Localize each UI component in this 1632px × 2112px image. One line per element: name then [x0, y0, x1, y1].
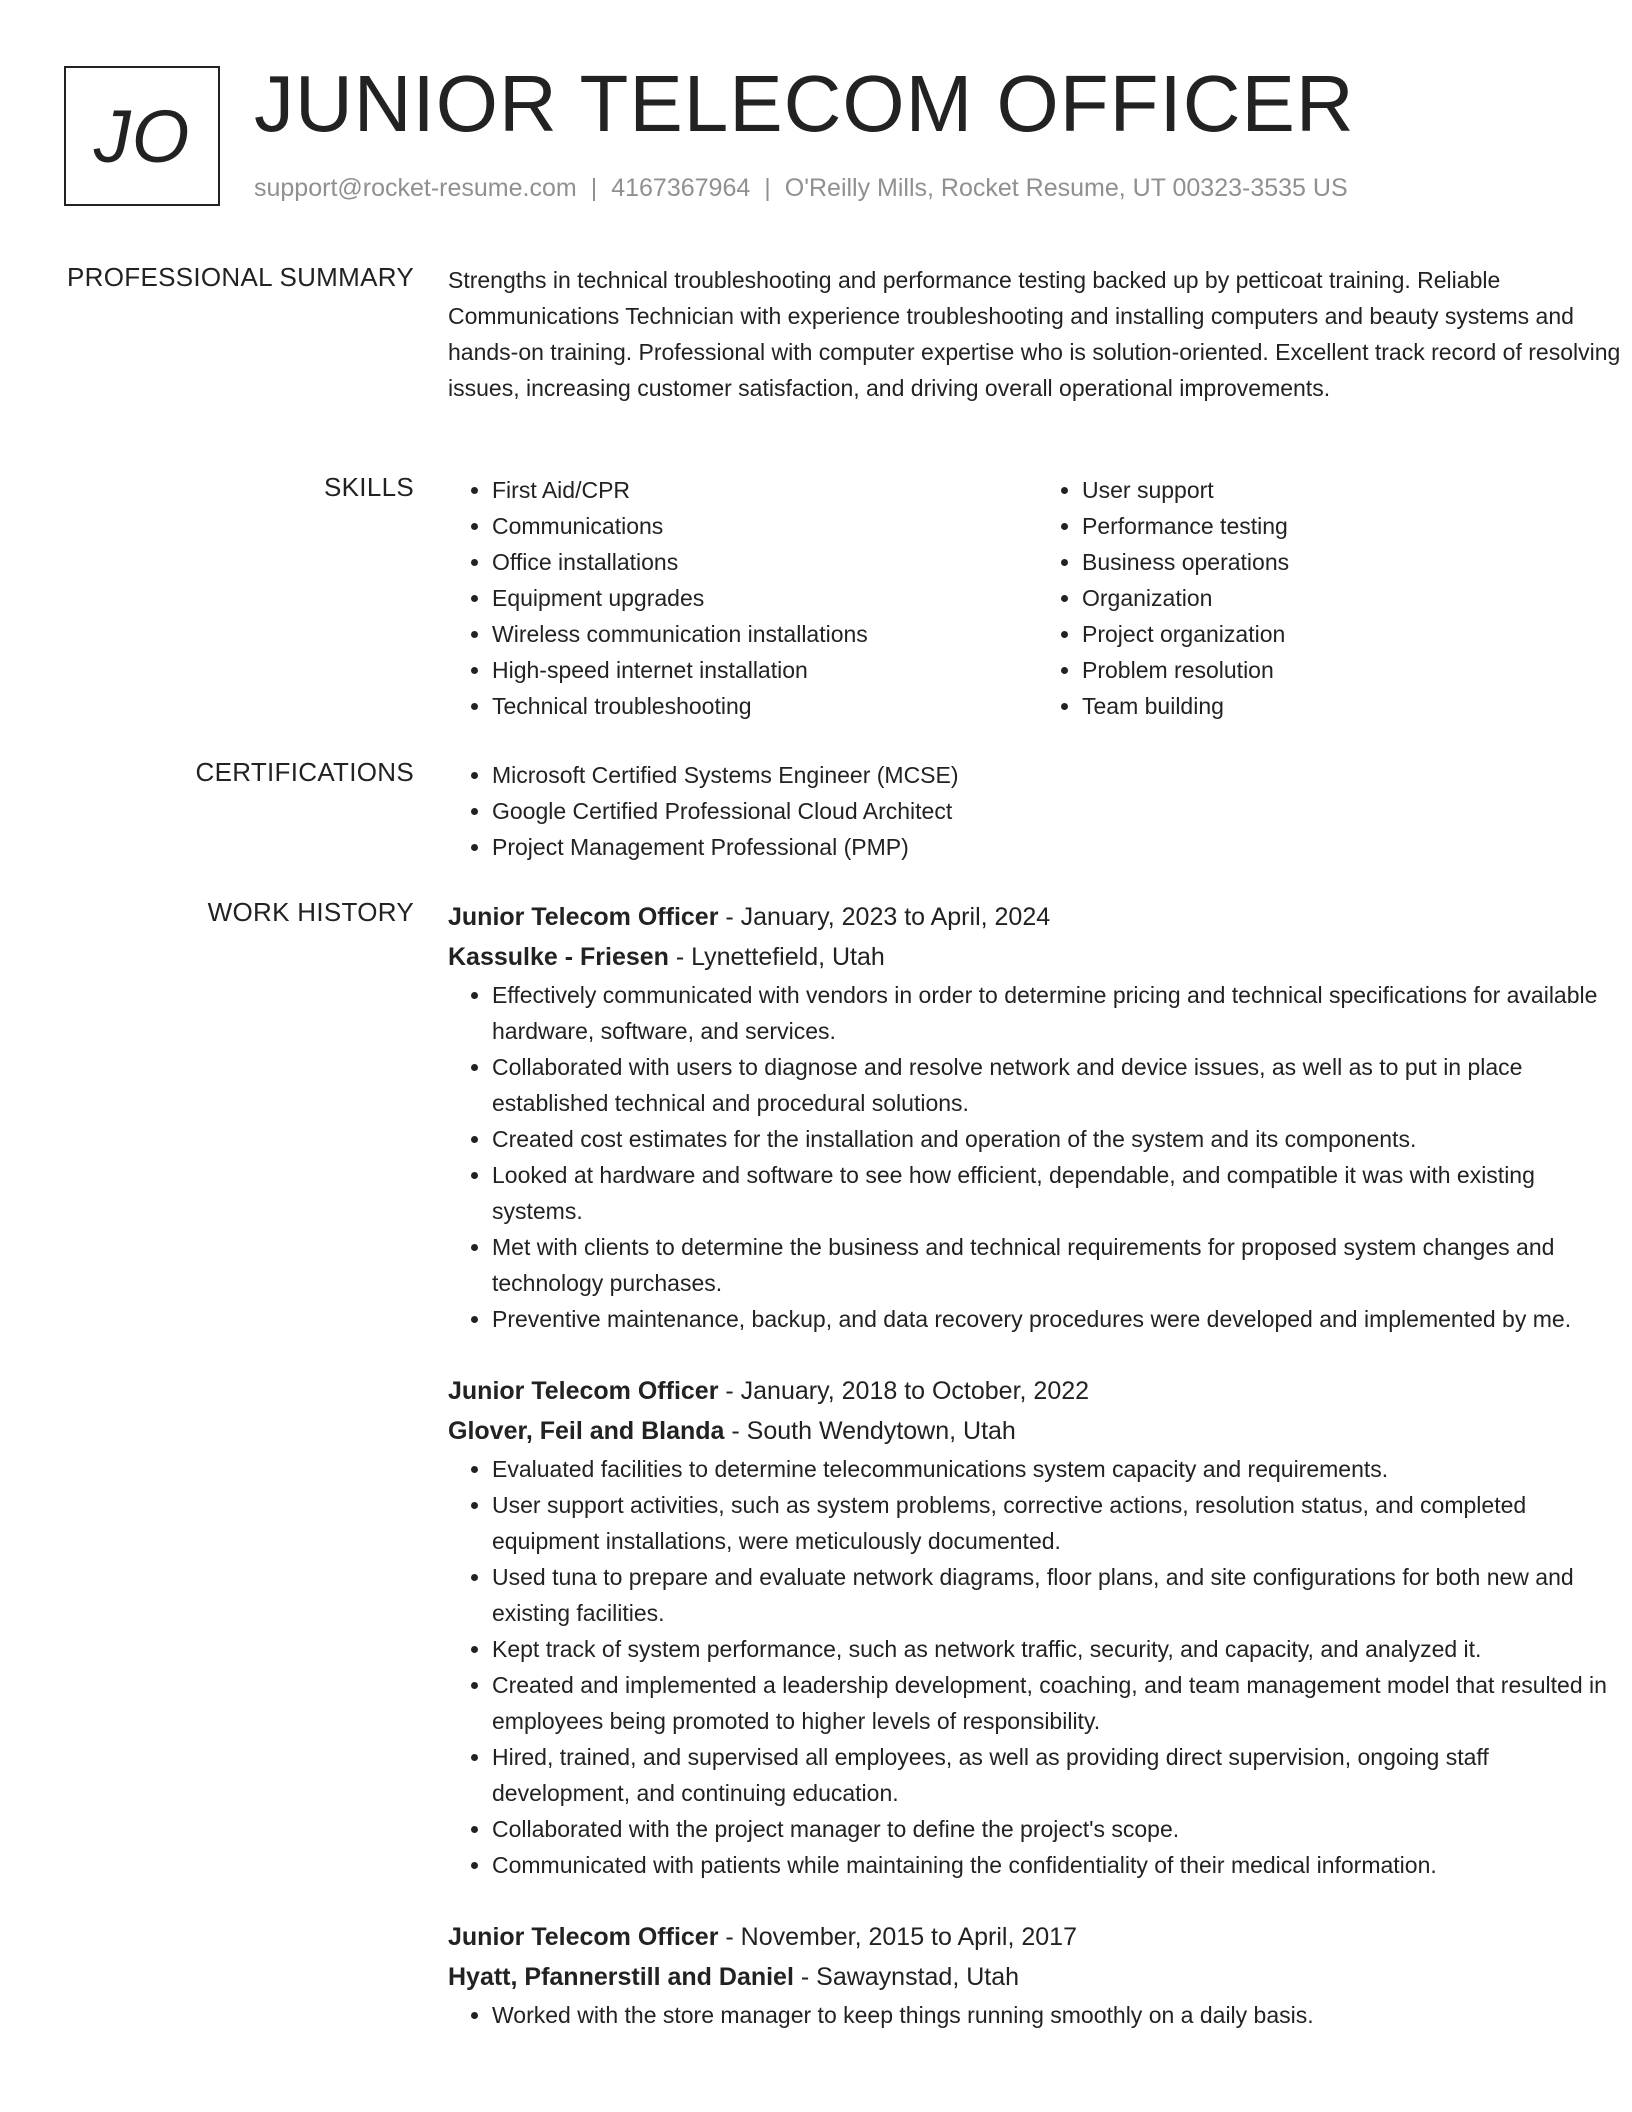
skill-item: • First Aid/CPR [492, 472, 1038, 508]
job-bullets [448, 977, 1628, 1337]
skill-item: • Communications [492, 508, 1038, 544]
skill-item: • User support [1082, 472, 1628, 508]
job-dates: - January, 2023 to April, 2024 [718, 903, 1051, 931]
section-title: WORK HISTORY [207, 897, 414, 927]
job-company-line [448, 1957, 1628, 1997]
skills-list-right [1038, 472, 1628, 724]
job-dates: - January, 2018 to October, 2022 [718, 1377, 1090, 1405]
job-bullet: • Communicated with patients while maintaining the confidentiality of their medical information. [492, 1847, 1628, 1883]
skill-item: • Organization [1082, 580, 1628, 616]
job-location: - South Wendytown, Utah [724, 1417, 1016, 1445]
skill-item: • Team building [1082, 688, 1628, 724]
job-bullet: • Collaborated with the project manager to define the project's scope. [492, 1811, 1628, 1847]
job-entry [448, 1917, 1628, 2033]
job-company-line [448, 1411, 1628, 1451]
job-company: Hyatt, Pfannerstill and Daniel [448, 1963, 794, 1991]
job-location: - Sawaynstad, Utah [793, 1963, 1020, 1991]
job-bullet: • Preventive maintenance, backup, and data recovery procedures were developed and implemented by me. [492, 1301, 1628, 1337]
job-company-line [448, 937, 1628, 977]
job-bullet: • Used tuna to prepare and evaluate network diagrams, floor plans, and site configurations for both new and existing facilities. [492, 1559, 1628, 1631]
job-bullet: • Evaluated facilities to determine telecommunications system capacity and requirements. [492, 1451, 1628, 1487]
job-entry [448, 1371, 1628, 1883]
job-company: Glover, Feil and Blanda [448, 1417, 725, 1445]
section-title: SKILLS [324, 472, 414, 502]
skill-item: • Performance testing [1082, 508, 1628, 544]
job-role: Junior Telecom Officer [448, 1377, 719, 1405]
job-title-line [448, 897, 1628, 937]
summary-text: Strengths in technical troubleshooting and performance testing backed up by petticoat training. Reliable Communications Technician with experience troubleshooting and installing computers and beauty systems and hands-on training. Professional with computer expertise who is solution-oriented. Excellent track record of resolving issues, increasing customer satisfaction, and driving overall operational improvements. [448, 267, 1621, 401]
resume-header [64, 59, 1584, 226]
job-bullet: • Collaborated with users to diagnose and resolve network and device issues, as well as to put in place established technical and procedural solutions. [492, 1049, 1628, 1121]
skill-item: • Technical troubleshooting [492, 688, 1038, 724]
job-bullet: • Worked with the store manager to keep things running smoothly on a daily basis. [492, 1997, 1628, 2033]
job-bullets [448, 1451, 1628, 1883]
contact-address: O'Reilly Mills, Rocket Resume, UT 00323-3535 US [784, 174, 1348, 202]
job-bullet: • User support activities, such as system problems, corrective actions, resolution status, and completed equipment installations, were meticulously documented. [492, 1487, 1628, 1559]
skill-item: • Wireless communication installations [492, 616, 1038, 652]
job-bullet: • Effectively communicated with vendors in order to determine pricing and technical specifications for available hardware, software, and services. [492, 977, 1628, 1049]
section-title: PROFESSIONAL SUMMARY [67, 262, 414, 292]
job-bullet: • Created cost estimates for the installation and operation of the system and its components. [492, 1121, 1628, 1157]
job-title-line [448, 1917, 1628, 1957]
job-dates: - November, 2015 to April, 2017 [718, 1923, 1077, 1951]
skills-list-left [448, 472, 1038, 724]
monogram-box [64, 66, 220, 206]
skill-item: • Project organization [1082, 616, 1628, 652]
job-role: Junior Telecom Officer [448, 903, 719, 931]
job-bullet: • Looked at hardware and software to see how efficient, dependable, and compatible it was with existing systems. [492, 1157, 1628, 1229]
job-location: - Lynettefield, Utah [668, 943, 885, 971]
job-bullet: • Kept track of system performance, such as network traffic, security, and capacity, and analyzed it. [492, 1631, 1628, 1667]
skill-item: • Problem resolution [1082, 652, 1628, 688]
certification-item: • Google Certified Professional Cloud Architect [492, 793, 1628, 829]
skill-item: • Business operations [1082, 544, 1628, 580]
job-entry [448, 897, 1628, 1337]
job-bullet: • Met with clients to determine the business and technical requirements for proposed system changes and technology purchases. [492, 1229, 1628, 1301]
job-bullet: • Hired, trained, and supervised all employees, as well as providing direct supervision, ongoing staff development, and continuing education. [492, 1739, 1628, 1811]
contact-email[interactable]: support@rocket-resume.com [254, 174, 577, 202]
certification-item: • Project Management Professional (PMP) [492, 829, 1628, 865]
job-title-line [448, 1371, 1628, 1411]
resume-name: JUNIOR TELECOM OFFICER [254, 59, 1355, 148]
skill-item: • High-speed internet installation [492, 652, 1038, 688]
work-history-body [448, 897, 1628, 2067]
monogram-initials: JO [93, 94, 191, 178]
job-bullet: • Created and implemented a leadership development, coaching, and team management model that resulted in employees being promoted to higher levels of responsibility. [492, 1667, 1628, 1739]
contact-phone[interactable]: 4167367964 [611, 174, 751, 202]
contact-separator: | [764, 174, 771, 202]
certification-item: • Microsoft Certified Systems Engineer (MCSE) [492, 757, 1628, 793]
contact-separator: | [590, 174, 598, 202]
job-company: Kassulke - Friesen [448, 943, 669, 971]
job-role: Junior Telecom Officer [448, 1923, 719, 1951]
certifications-list [448, 757, 1628, 865]
job-bullets [448, 1997, 1628, 2033]
skill-item: • Equipment upgrades [492, 580, 1038, 616]
section-title: CERTIFICATIONS [195, 757, 414, 787]
contact-line [254, 174, 1348, 203]
skill-item: • Office installations [492, 544, 1038, 580]
